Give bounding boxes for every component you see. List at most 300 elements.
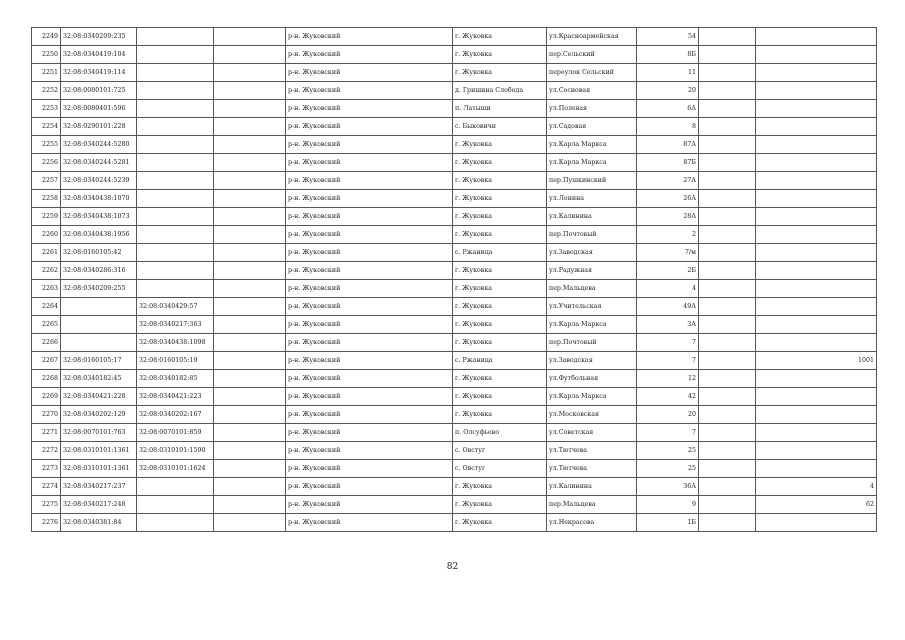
- row-number: 2254: [32, 118, 61, 136]
- extra-cell-b: [756, 172, 877, 190]
- empty-cell: [214, 334, 286, 352]
- empty-cell: [214, 478, 286, 496]
- row-number: 2260: [32, 226, 61, 244]
- cadastral-number: 32:08:0340244:5281: [61, 154, 137, 172]
- empty-cell: [214, 172, 286, 190]
- district-cell: р-н. Жуковский: [286, 208, 453, 226]
- cadastral-number: [61, 298, 137, 316]
- empty-cell: [214, 64, 286, 82]
- extra-cell-b: [756, 118, 877, 136]
- row-number: 2251: [32, 64, 61, 82]
- cadastral-number-2: 32:08:0310101:1590: [137, 442, 214, 460]
- extra-cell-a: [699, 496, 756, 514]
- row-number: 2267: [32, 352, 61, 370]
- district-cell: р-н. Жуковский: [286, 28, 453, 46]
- settlement-cell: г. Жуковка: [453, 154, 547, 172]
- settlement-cell: г. Жуковка: [453, 226, 547, 244]
- extra-cell-b: [756, 388, 877, 406]
- cadastral-number: 32:08:0290101:228: [61, 118, 137, 136]
- settlement-cell: г. Жуковка: [453, 298, 547, 316]
- cadastral-number: 32:08:0340438:1956: [61, 226, 137, 244]
- cadastral-number: 32:08:0340209:235: [61, 28, 137, 46]
- extra-cell-a: [699, 244, 756, 262]
- empty-cell: [214, 154, 286, 172]
- cadastral-number-2: 32:08:0340429:57: [137, 298, 214, 316]
- settlement-cell: г. Жуковка: [453, 280, 547, 298]
- table-row: [32, 208, 877, 226]
- extra-cell-a: [699, 64, 756, 82]
- extra-cell-b: [756, 244, 877, 262]
- table-row: [32, 460, 877, 478]
- house-number-cell: 8Б: [637, 46, 699, 64]
- cadastral-number-2: 32:08:0340421:223: [137, 388, 214, 406]
- house-number-cell: 36А: [637, 478, 699, 496]
- settlement-cell: г. Жуковка: [453, 46, 547, 64]
- extra-cell-b: [756, 262, 877, 280]
- cadastral-number: 32:08:0340419:114: [61, 64, 137, 82]
- cadastral-number: 32:08:0340438:1073: [61, 208, 137, 226]
- extra-cell-a: [699, 100, 756, 118]
- street-cell: пер.Почтовый: [547, 334, 637, 352]
- settlement-cell: г. Жуковка: [453, 478, 547, 496]
- cadastral-number: 32:08:0340421:228: [61, 388, 137, 406]
- house-number-cell: 27А: [637, 172, 699, 190]
- street-cell: ул.Тютчева: [547, 460, 637, 478]
- cadastral-number-2: [137, 28, 214, 46]
- table-row: [32, 190, 877, 208]
- cadastral-number: 32:08:0160105:42: [61, 244, 137, 262]
- cadastral-number-2: [137, 190, 214, 208]
- street-cell: пер.Мальцева: [547, 280, 637, 298]
- table-row: [32, 442, 877, 460]
- house-number-cell: 7: [637, 334, 699, 352]
- extra-cell-b: [756, 370, 877, 388]
- extra-cell-b: [756, 226, 877, 244]
- cadastral-number-2: [137, 100, 214, 118]
- extra-cell-a: [699, 406, 756, 424]
- settlement-cell: г. Жуковка: [453, 262, 547, 280]
- house-number-cell: 20: [637, 82, 699, 100]
- extra-cell-a: [699, 82, 756, 100]
- cadastral-number-2: 32:08:0310101:1624: [137, 460, 214, 478]
- street-cell: ул.Футбольная: [547, 370, 637, 388]
- house-number-cell: 4: [637, 280, 699, 298]
- extra-cell-b: [756, 64, 877, 82]
- extra-cell-a: [699, 478, 756, 496]
- empty-cell: [214, 118, 286, 136]
- house-number-cell: 7: [637, 424, 699, 442]
- extra-cell-a: [699, 208, 756, 226]
- street-cell: пер.Сельский: [547, 46, 637, 64]
- street-cell: ул.Московская: [547, 406, 637, 424]
- row-number: 2258: [32, 190, 61, 208]
- settlement-cell: г. Жуковка: [453, 316, 547, 334]
- street-cell: ул.Калинина: [547, 208, 637, 226]
- house-number-cell: 7/м: [637, 244, 699, 262]
- extra-cell-b: [756, 28, 877, 46]
- cadastral-number-2: 32:08:0340438:1098: [137, 334, 214, 352]
- house-number-cell: 42: [637, 388, 699, 406]
- row-number: 2250: [32, 46, 61, 64]
- extra-cell-a: [699, 28, 756, 46]
- cadastral-number-2: 32:08:0160105:19: [137, 352, 214, 370]
- row-number: 2273: [32, 460, 61, 478]
- table-row: [32, 298, 877, 316]
- cadastral-number: 32:08:0340182:45: [61, 370, 137, 388]
- district-cell: р-н. Жуковский: [286, 244, 453, 262]
- row-number: 2249: [32, 28, 61, 46]
- district-cell: р-н. Жуковский: [286, 352, 453, 370]
- empty-cell: [214, 82, 286, 100]
- empty-cell: [214, 316, 286, 334]
- empty-cell: [214, 136, 286, 154]
- registry-table: [31, 27, 877, 532]
- extra-cell-a: [699, 334, 756, 352]
- row-number: 2274: [32, 478, 61, 496]
- house-number-cell: 25: [637, 442, 699, 460]
- cadastral-number-2: [137, 208, 214, 226]
- cadastral-number: 32:08:0340438:1070: [61, 190, 137, 208]
- street-cell: ул.Полевая: [547, 100, 637, 118]
- house-number-cell: 87А: [637, 136, 699, 154]
- cadastral-number: 32:08:0340244:5280: [61, 136, 137, 154]
- extra-cell-b: [756, 442, 877, 460]
- cadastral-number-2: [137, 262, 214, 280]
- settlement-cell: г. Жуковка: [453, 514, 547, 532]
- house-number-cell: 26А: [637, 190, 699, 208]
- table-row: [32, 100, 877, 118]
- table-row: [32, 370, 877, 388]
- row-number: 2253: [32, 100, 61, 118]
- district-cell: р-н. Жуковский: [286, 46, 453, 64]
- table-row: [32, 478, 877, 496]
- extra-cell-b: [756, 298, 877, 316]
- extra-cell-a: [699, 226, 756, 244]
- table-row: [32, 280, 877, 298]
- district-cell: р-н. Жуковский: [286, 370, 453, 388]
- extra-cell-a: [699, 514, 756, 532]
- cadastral-number: 32:08:0310101:1361: [61, 442, 137, 460]
- extra-cell-b: [756, 100, 877, 118]
- row-number: 2269: [32, 388, 61, 406]
- table-row: [32, 514, 877, 532]
- street-cell: пер.Почтовый: [547, 226, 637, 244]
- table-row: [32, 28, 877, 46]
- extra-cell-b: [756, 154, 877, 172]
- street-cell: переулок Сельский: [547, 64, 637, 82]
- settlement-cell: с. Ржаница: [453, 244, 547, 262]
- settlement-cell: г. Жуковка: [453, 190, 547, 208]
- street-cell: ул.Карла Маркса: [547, 316, 637, 334]
- settlement-cell: с. Овстуг: [453, 442, 547, 460]
- table-row: [32, 172, 877, 190]
- settlement-cell: г. Жуковка: [453, 406, 547, 424]
- empty-cell: [214, 424, 286, 442]
- street-cell: ул.Заводская: [547, 352, 637, 370]
- settlement-cell: с. Быковичи: [453, 118, 547, 136]
- extra-cell-b: [756, 334, 877, 352]
- empty-cell: [214, 352, 286, 370]
- cadastral-number-2: [137, 82, 214, 100]
- table-row: [32, 226, 877, 244]
- row-number: 2265: [32, 316, 61, 334]
- row-number: 2271: [32, 424, 61, 442]
- empty-cell: [214, 28, 286, 46]
- street-cell: ул.Красноармейская: [547, 28, 637, 46]
- house-number-cell: 7: [637, 352, 699, 370]
- district-cell: р-н. Жуковский: [286, 190, 453, 208]
- cadastral-number-2: [137, 496, 214, 514]
- cadastral-number-2: [137, 280, 214, 298]
- cadastral-number: 32:08:0340217:237: [61, 478, 137, 496]
- house-number-cell: 11: [637, 64, 699, 82]
- row-number: 2257: [32, 172, 61, 190]
- district-cell: р-н. Жуковский: [286, 406, 453, 424]
- cadastral-number-2: 32:08:0340182:85: [137, 370, 214, 388]
- extra-cell-a: [699, 316, 756, 334]
- table-row: [32, 406, 877, 424]
- cadastral-number-2: [137, 172, 214, 190]
- house-number-cell: 49А: [637, 298, 699, 316]
- extra-cell-a: [699, 370, 756, 388]
- row-number: 2270: [32, 406, 61, 424]
- cadastral-number: 32:08:0340419:104: [61, 46, 137, 64]
- extra-cell-a: [699, 136, 756, 154]
- district-cell: р-н. Жуковский: [286, 460, 453, 478]
- row-number: 2275: [32, 496, 61, 514]
- house-number-cell: 12: [637, 370, 699, 388]
- row-number: 2255: [32, 136, 61, 154]
- table-row: [32, 64, 877, 82]
- page-number: 82: [446, 562, 459, 572]
- empty-cell: [214, 190, 286, 208]
- cadastral-number: [61, 334, 137, 352]
- house-number-cell: 54: [637, 28, 699, 46]
- extra-cell-a: [699, 280, 756, 298]
- settlement-cell: г. Жуковка: [453, 388, 547, 406]
- extra-cell-b: [756, 316, 877, 334]
- cadastral-number: 32:08:0070101:763: [61, 424, 137, 442]
- cadastral-number: 32:08:0340202:129: [61, 406, 137, 424]
- house-number-cell: 2: [637, 226, 699, 244]
- cadastral-number-2: [137, 46, 214, 64]
- extra-cell-b: 62: [756, 496, 877, 514]
- district-cell: р-н. Жуковский: [286, 154, 453, 172]
- row-number: 2259: [32, 208, 61, 226]
- extra-cell-b: [756, 136, 877, 154]
- settlement-cell: г. Жуковка: [453, 334, 547, 352]
- extra-cell-b: [756, 190, 877, 208]
- settlement-cell: п. Латыши: [453, 100, 547, 118]
- extra-cell-b: 4: [756, 478, 877, 496]
- street-cell: ул.Учительская: [547, 298, 637, 316]
- house-number-cell: 87Б: [637, 154, 699, 172]
- street-cell: ул.Заводская: [547, 244, 637, 262]
- extra-cell-b: [756, 424, 877, 442]
- table-row: [32, 136, 877, 154]
- table-row: [32, 316, 877, 334]
- extra-cell-a: [699, 298, 756, 316]
- house-number-cell: 8: [637, 118, 699, 136]
- cadastral-number: 32:08:0340381:84: [61, 514, 137, 532]
- row-number: 2276: [32, 514, 61, 532]
- extra-cell-b: [756, 208, 877, 226]
- table-row: [32, 82, 877, 100]
- row-number: 2262: [32, 262, 61, 280]
- table-row: [32, 424, 877, 442]
- district-cell: р-н. Жуковский: [286, 136, 453, 154]
- house-number-cell: 20: [637, 406, 699, 424]
- extra-cell-a: [699, 262, 756, 280]
- table-row: [32, 262, 877, 280]
- settlement-cell: г. Жуковка: [453, 496, 547, 514]
- table-body: [32, 28, 877, 532]
- extra-cell-b: [756, 280, 877, 298]
- cadastral-number: 32:08:0340209:255: [61, 280, 137, 298]
- empty-cell: [214, 262, 286, 280]
- settlement-cell: г. Жуковка: [453, 64, 547, 82]
- empty-cell: [214, 496, 286, 514]
- cadastral-number: [61, 316, 137, 334]
- row-number: 2252: [32, 82, 61, 100]
- empty-cell: [214, 442, 286, 460]
- district-cell: р-н. Жуковский: [286, 316, 453, 334]
- district-cell: р-н. Жуковский: [286, 118, 453, 136]
- district-cell: р-н. Жуковский: [286, 496, 453, 514]
- street-cell: ул.Тютчева: [547, 442, 637, 460]
- house-number-cell: 1Б: [637, 514, 699, 532]
- cadastral-number-2: 32:08:0340217:363: [137, 316, 214, 334]
- settlement-cell: г. Жуковка: [453, 370, 547, 388]
- cadastral-number-2: [137, 118, 214, 136]
- settlement-cell: г. Жуковка: [453, 28, 547, 46]
- extra-cell-a: [699, 172, 756, 190]
- empty-cell: [214, 280, 286, 298]
- house-number-cell: 6А: [637, 100, 699, 118]
- empty-cell: [214, 100, 286, 118]
- house-number-cell: 25: [637, 460, 699, 478]
- cadastral-number: 32:08:0080401:596: [61, 100, 137, 118]
- row-number: 2268: [32, 370, 61, 388]
- extra-cell-b: [756, 460, 877, 478]
- table-row: [32, 154, 877, 172]
- street-cell: ул.Карла Маркса: [547, 154, 637, 172]
- row-number: 2256: [32, 154, 61, 172]
- cadastral-number-2: [137, 136, 214, 154]
- cadastral-number-2: [137, 244, 214, 262]
- empty-cell: [214, 388, 286, 406]
- district-cell: р-н. Жуковский: [286, 82, 453, 100]
- street-cell: ул.Садовая: [547, 118, 637, 136]
- cadastral-number-2: 32:08:0340202:167: [137, 406, 214, 424]
- extra-cell-a: [699, 352, 756, 370]
- empty-cell: [214, 460, 286, 478]
- empty-cell: [214, 298, 286, 316]
- extra-cell-a: [699, 388, 756, 406]
- street-cell: ул.Сосновая: [547, 82, 637, 100]
- street-cell: ул.Карла Маркса: [547, 136, 637, 154]
- street-cell: ул.Ленина: [547, 190, 637, 208]
- empty-cell: [214, 208, 286, 226]
- extra-cell-b: [756, 46, 877, 64]
- extra-cell-a: [699, 118, 756, 136]
- table-row: [32, 46, 877, 64]
- settlement-cell: с. Ржаница: [453, 352, 547, 370]
- extra-cell-b: [756, 406, 877, 424]
- settlement-cell: д. Гришина Слобода: [453, 82, 547, 100]
- district-cell: р-н. Жуковский: [286, 478, 453, 496]
- empty-cell: [214, 406, 286, 424]
- table-row: [32, 496, 877, 514]
- cadastral-number-2: 32:08:0070101:859: [137, 424, 214, 442]
- empty-cell: [214, 244, 286, 262]
- cadastral-number: 32:08:0340244:5239: [61, 172, 137, 190]
- street-cell: ул.Советская: [547, 424, 637, 442]
- settlement-cell: с. Овстуг: [453, 460, 547, 478]
- row-number: 2264: [32, 298, 61, 316]
- extra-cell-a: [699, 424, 756, 442]
- district-cell: р-н. Жуковский: [286, 514, 453, 532]
- cadastral-number: 32:08:0310101:1361: [61, 460, 137, 478]
- table-row: [32, 352, 877, 370]
- district-cell: р-н. Жуковский: [286, 388, 453, 406]
- street-cell: пер.Пушкинский: [547, 172, 637, 190]
- street-cell: ул.Карла Маркса: [547, 388, 637, 406]
- table-row: [32, 334, 877, 352]
- cadastral-number-2: [137, 154, 214, 172]
- cadastral-number-2: [137, 226, 214, 244]
- row-number: 2263: [32, 280, 61, 298]
- cadastral-number: 32:08:0160105:17: [61, 352, 137, 370]
- district-cell: р-н. Жуковский: [286, 298, 453, 316]
- district-cell: р-н. Жуковский: [286, 262, 453, 280]
- street-cell: ул.Радужная: [547, 262, 637, 280]
- settlement-cell: г. Жуковка: [453, 208, 547, 226]
- house-number-cell: 3А: [637, 316, 699, 334]
- empty-cell: [214, 46, 286, 64]
- district-cell: р-н. Жуковский: [286, 64, 453, 82]
- row-number: 2272: [32, 442, 61, 460]
- extra-cell-a: [699, 190, 756, 208]
- house-number-cell: 2Б: [637, 262, 699, 280]
- table-row: [32, 388, 877, 406]
- extra-cell-a: [699, 442, 756, 460]
- extra-cell-b: 1001: [756, 352, 877, 370]
- extra-cell-b: [756, 82, 877, 100]
- cadastral-number-2: [137, 478, 214, 496]
- house-number-cell: 9: [637, 496, 699, 514]
- street-cell: пер.Мальцева: [547, 496, 637, 514]
- extra-cell-b: [756, 514, 877, 532]
- settlement-cell: п. Олсуфьево: [453, 424, 547, 442]
- district-cell: р-н. Жуковский: [286, 280, 453, 298]
- empty-cell: [214, 514, 286, 532]
- district-cell: р-н. Жуковский: [286, 334, 453, 352]
- cadastral-number: 32:08:0080101:725: [61, 82, 137, 100]
- empty-cell: [214, 370, 286, 388]
- district-cell: р-н. Жуковский: [286, 100, 453, 118]
- table-row: [32, 244, 877, 262]
- settlement-cell: г. Жуковка: [453, 136, 547, 154]
- empty-cell: [214, 226, 286, 244]
- extra-cell-a: [699, 460, 756, 478]
- table-row: [32, 118, 877, 136]
- cadastral-number: 32:08:0340217:248: [61, 496, 137, 514]
- street-cell: ул.Некрасова: [547, 514, 637, 532]
- district-cell: р-н. Жуковский: [286, 226, 453, 244]
- district-cell: р-н. Жуковский: [286, 172, 453, 190]
- cadastral-number-2: [137, 514, 214, 532]
